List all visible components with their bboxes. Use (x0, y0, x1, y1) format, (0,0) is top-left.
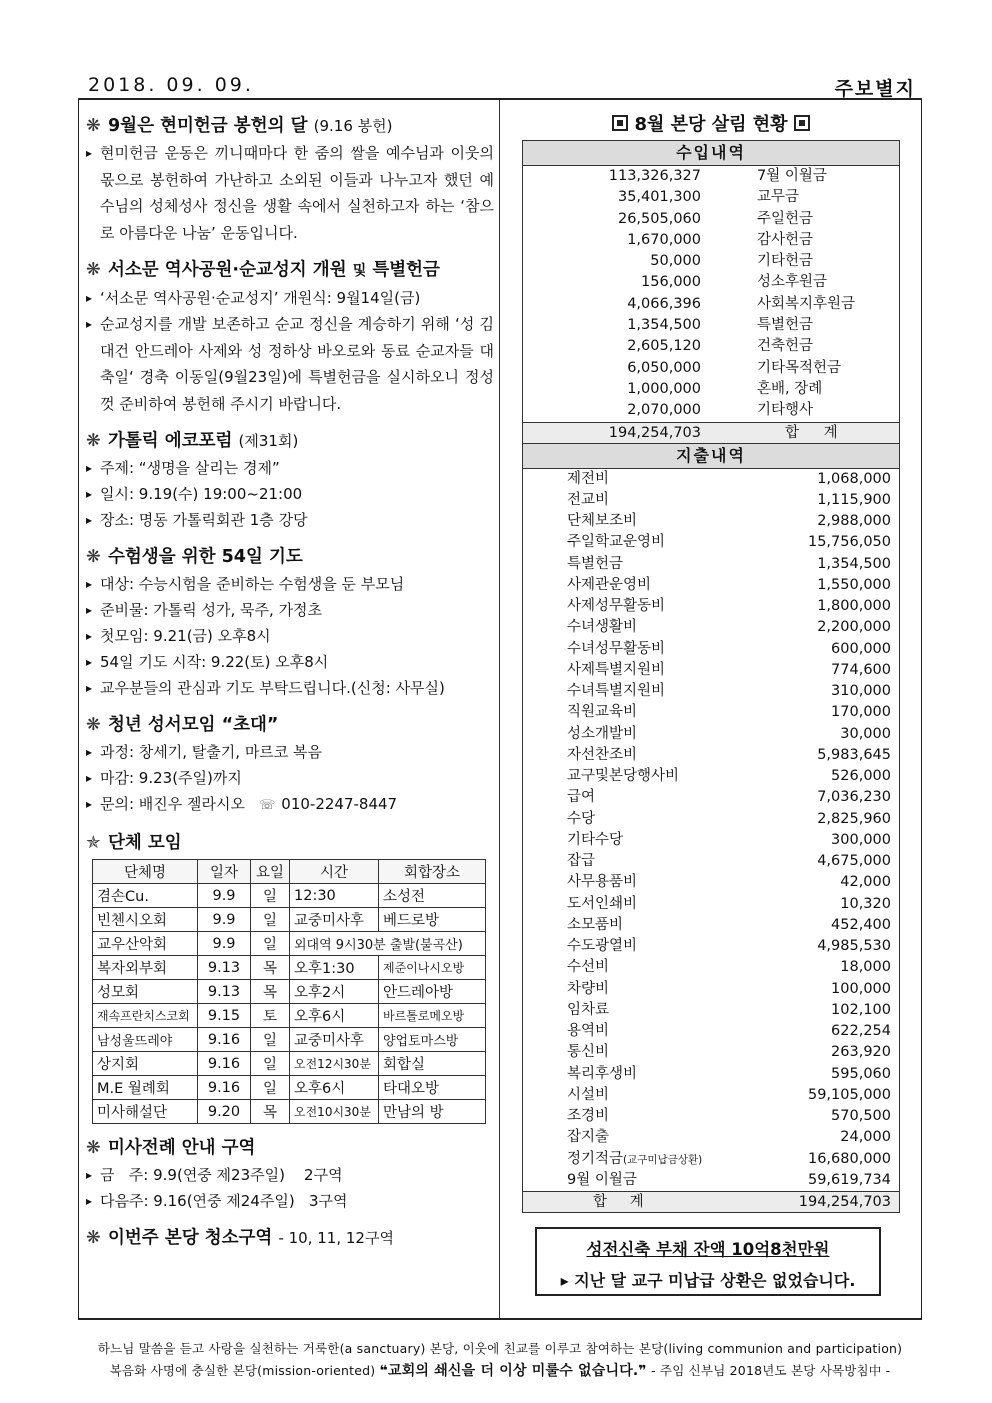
star-icon: ❋ (86, 116, 101, 136)
expense-item: 사제특별지원비 (567, 661, 666, 678)
bulletin-date: 2018. 09. 09. (88, 74, 254, 96)
income-row (523, 209, 899, 230)
expense-row (523, 915, 899, 936)
expense-amount: 1,068,000 (817, 470, 891, 487)
expense-row (523, 1149, 899, 1170)
eco-place: ▸ 장소: 명동 가톨릭회관 1층 강당 (86, 507, 494, 533)
expense-row (523, 1000, 899, 1021)
expense-item: 사무용품비 (567, 874, 638, 891)
expense-item: 소모품비 (567, 916, 624, 933)
expense-item: 성소개발비 (567, 725, 638, 742)
groups-title (86, 829, 494, 857)
group-day: 목 (251, 956, 290, 980)
star-icon: ❋ (86, 715, 101, 735)
bulletin-label: 주보별지 (834, 78, 916, 100)
debt-repayment-note: ▸ 지난 달 교구 미납급 상환은 없었습니다. (560, 1271, 856, 1290)
exam-prayer-title (86, 543, 494, 571)
income-total-label: 합 계 (785, 424, 838, 441)
eco-forum-section (86, 427, 494, 533)
group-place: 안드레아방 (379, 980, 486, 1004)
expense-item: 용역비 (567, 1023, 610, 1040)
group-time: 오전12시30분 (290, 1052, 379, 1076)
group-place: 제준이나시오방 (379, 956, 486, 980)
expense-row (523, 1064, 899, 1085)
expense-amount: 18,000 (840, 959, 891, 976)
expense-item: 시설비 (567, 1086, 610, 1103)
expense-amount: 774,600 (831, 661, 891, 678)
seosomun-title-c: 특별헌금 (372, 260, 440, 280)
exam-prayer-section (86, 543, 494, 701)
table-row (93, 980, 486, 1004)
eco-forum-title (86, 427, 494, 455)
expense-item: 특별헌금 (567, 555, 624, 572)
group-date: 9.20 (198, 1100, 251, 1124)
seosomun-section (86, 256, 494, 417)
youth-bible-title (86, 711, 494, 739)
altar-title-text: 미사전례 안내 구역 (108, 1138, 256, 1158)
expense-item: 급여 (567, 789, 596, 806)
rice-offering-title (86, 112, 494, 140)
table-row (93, 932, 486, 956)
expense-row (523, 766, 899, 787)
exam-start: ▸ 54일 기도 시작: 9.22(토) 오후8시 (86, 649, 494, 675)
income-item: 기타헌금 (757, 253, 814, 270)
income-amount: 2,605,120 (627, 338, 701, 355)
expense-row (523, 617, 899, 638)
group-day: 일 (251, 1076, 290, 1100)
expense-item: 잡급 (567, 853, 596, 870)
expense-row (523, 532, 899, 553)
expense-row (523, 1042, 899, 1063)
group-place: 만남의 방 (379, 1100, 486, 1124)
expense-item: 교구및본당행사비 (567, 768, 680, 785)
youth-course: ▸ 과정: 창세기, 탈출기, 마르코 복음 (86, 739, 494, 765)
box-icon (612, 115, 628, 131)
group-date: 9.16 (198, 1076, 251, 1100)
group-date: 9.9 (198, 908, 251, 932)
table-row (93, 956, 486, 980)
group-place: 소성전 (379, 884, 486, 908)
finance-title (522, 112, 900, 140)
group-name: 남성울뜨레야 (93, 1028, 198, 1052)
groups-table (92, 859, 486, 1124)
expense-row (523, 639, 899, 660)
income-amount: 50,000 (650, 253, 701, 270)
expense-amount: 570,500 (831, 1108, 891, 1125)
expense-amount: 1,354,500 (817, 555, 891, 572)
income-row (523, 294, 899, 315)
income-list (522, 166, 900, 422)
group-time: 교중미사후 (290, 1028, 379, 1052)
income-total-amount: 194,254,703 (608, 424, 701, 441)
income-amount: 1,670,000 (627, 231, 701, 248)
group-date: 9.16 (198, 1028, 251, 1052)
exam-target: ▸ 대상: 수능시험을 준비하는 수험생을 둔 부모님 (86, 571, 494, 597)
table-row (93, 1076, 486, 1100)
expense-item: 단체보조비 (567, 513, 638, 530)
expense-row (523, 702, 899, 723)
expense-amount: 600,000 (831, 640, 891, 657)
expense-item-wrap (567, 1149, 702, 1171)
column-divider (499, 100, 500, 1318)
seosomun-title-and: 및 (352, 263, 367, 279)
expense-amount: 5,983,645 (817, 746, 891, 763)
expense-row (523, 681, 899, 702)
table-row (93, 1100, 486, 1124)
debt-repayment-text: 지난 달 교구 미납급 상환은 없었습니다. (574, 1271, 856, 1290)
altar-service-section (86, 1134, 494, 1214)
group-name: 교우산악회 (93, 932, 198, 956)
income-item: 교무금 (757, 189, 800, 206)
group-time: 교중미사후 (290, 908, 379, 932)
expense-row (523, 787, 899, 808)
expense-row (523, 554, 899, 575)
expense-item: 수녀생활비 (567, 619, 638, 636)
group-place: 베드로방 (379, 908, 486, 932)
group-date: 9.15 (198, 1004, 251, 1028)
expense-item: 복리후생비 (567, 1065, 638, 1082)
footer-mission: 복음화 사명에 충실한 본당(mission-oriented) (109, 1363, 376, 1378)
group-place: 양업토마스방 (379, 1028, 486, 1052)
expense-item: 통신비 (567, 1044, 610, 1061)
group-time-place: 외대역 9시30분 출발(불곡산) (290, 932, 486, 956)
expense-amount: 263,920 (831, 1044, 891, 1061)
expense-amount: 2,825,960 (817, 810, 891, 827)
group-name: 성모회 (93, 980, 198, 1004)
col-time: 시간 (290, 860, 379, 884)
income-item: 성소후원금 (757, 274, 828, 291)
expense-row (523, 830, 899, 851)
footer-line2 (78, 1360, 922, 1382)
phone-icon: ☏ (259, 798, 276, 813)
groups-title-text: 단체 모임 (108, 833, 182, 853)
group-name: 빈첸시오회 (93, 908, 198, 932)
youth-contact-label: 문의: 배진우 젤라시오 (100, 795, 246, 813)
expense-total-row (522, 1191, 900, 1213)
expense-row (523, 596, 899, 617)
income-row (523, 379, 899, 400)
expense-amount: 2,988,000 (817, 513, 891, 530)
expense-item: 정기적금 (567, 1150, 624, 1167)
expense-amount: 526,000 (831, 768, 891, 785)
exam-title-text: 수험생을 위한 54일 기도 (108, 547, 303, 567)
expense-item: 수녀특별지원비 (567, 683, 666, 700)
income-row (523, 230, 899, 251)
expense-amount: 24,000 (840, 1129, 891, 1146)
income-amount: 4,066,396 (627, 295, 701, 312)
group-place: 회합실 (379, 1052, 486, 1076)
footer-attribution: - 주임 신부님 2018년도 본당 사목방침中 - (651, 1363, 891, 1378)
expense-amount: 4,985,530 (817, 938, 891, 955)
expense-row (523, 660, 899, 681)
youth-deadline: ▸ 마감: 9.23(주일)까지 (86, 765, 494, 791)
expense-amount: 1,800,000 (817, 598, 891, 615)
income-row (523, 336, 899, 357)
group-date: 9.9 (198, 932, 251, 956)
expense-row (523, 724, 899, 745)
youth-bible-section (86, 711, 494, 819)
star-icon: ❋ (86, 1228, 101, 1248)
income-item: 7월 이월금 (757, 168, 827, 184)
footer (78, 1338, 922, 1382)
expense-item: 사제성무활동비 (567, 598, 666, 615)
expense-item: 수녀성무활동비 (567, 640, 666, 657)
group-day: 목 (251, 980, 290, 1004)
rice-title-sub: (9.16 봉헌) (313, 117, 393, 135)
income-row (523, 187, 899, 208)
expense-amount: 1,115,900 (817, 491, 891, 508)
income-item: 사회복지후원금 (757, 295, 856, 312)
group-date: 9.9 (198, 884, 251, 908)
expense-item: 차량비 (567, 980, 610, 997)
income-item: 기타목적헌금 (757, 359, 842, 376)
expense-item: 수당 (567, 810, 596, 827)
expense-row (523, 1106, 899, 1127)
table-row (93, 1052, 486, 1076)
expense-amount: 59,619,734 (807, 1171, 891, 1188)
eco-time: ▸ 일시: 9.19(수) 19:00~21:00 (86, 481, 494, 507)
income-amount: 2,070,000 (627, 402, 701, 419)
expense-amount: 452,400 (831, 916, 891, 933)
group-date: 9.13 (198, 980, 251, 1004)
group-name: 복자외부회 (93, 956, 198, 980)
expense-row (523, 1085, 899, 1106)
expense-item: 제전비 (567, 470, 610, 487)
expense-item: 수도광열비 (567, 938, 638, 955)
group-time: 오전10시30분 (290, 1100, 379, 1124)
income-row (523, 315, 899, 336)
youth-contact-phone: 010-2247-8447 (281, 795, 398, 813)
expense-row (523, 894, 899, 915)
col-date: 일자 (198, 860, 251, 884)
income-item: 혼배, 장례 (757, 380, 823, 397)
exam-first-meeting: ▸ 첫모임: 9.21(금) 오후8시 (86, 623, 494, 649)
income-amount: 6,050,000 (627, 359, 701, 376)
expense-row (523, 809, 899, 830)
expense-row (523, 872, 899, 893)
exam-supplies: ▸ 준비물: 가톨릭 성가, 묵주, 가정초 (86, 597, 494, 623)
expense-header: 지출내역 (522, 444, 900, 469)
expense-list (522, 469, 900, 1192)
finance-title-text: 8월 본당 살림 현황 (634, 114, 788, 135)
income-item: 건축헌금 (757, 338, 814, 355)
altar-service-title (86, 1134, 494, 1162)
expense-row (523, 1127, 899, 1148)
group-day: 목 (251, 1100, 290, 1124)
group-date: 9.13 (198, 956, 251, 980)
income-header: 수입내역 (522, 140, 900, 166)
groups-section (86, 829, 494, 1124)
income-amount: 35,401,300 (617, 189, 701, 206)
col-group: 단체명 (93, 860, 198, 884)
group-time: 오후2시 (290, 980, 379, 1004)
expense-item: 사제관운영비 (567, 576, 652, 593)
group-day: 일 (251, 1052, 290, 1076)
group-day: 토 (251, 1004, 290, 1028)
frame-right-edge (921, 98, 922, 1320)
star-icon: ❋ (86, 260, 101, 280)
expense-item: 전교비 (567, 491, 610, 508)
income-row (523, 400, 899, 421)
expense-amount: 300,000 (831, 831, 891, 848)
expense-amount: 59,105,000 (807, 1086, 891, 1103)
col-place: 회합장소 (379, 860, 486, 884)
expense-row (523, 511, 899, 532)
group-time: 오후6시 (290, 1076, 379, 1100)
income-item: 감사헌금 (757, 231, 814, 248)
exam-request: ▸ 교우분들의 관심과 기도 부탁드립니다.(신청: 사무실) (86, 675, 494, 701)
expense-amount: 310,000 (831, 683, 891, 700)
expense-item: 조경비 (567, 1108, 610, 1125)
expense-amount: 42,000 (840, 874, 891, 891)
group-place: 바르톨로메오방 (379, 1004, 486, 1028)
group-name: 미사해설단 (93, 1100, 198, 1124)
group-place: 타대오방 (379, 1076, 486, 1100)
finance-column (522, 112, 900, 1213)
expense-row (523, 745, 899, 766)
income-row (523, 358, 899, 379)
income-amount: 26,505,060 (617, 210, 701, 227)
group-name: M.E 월례회 (93, 1076, 198, 1100)
expense-item: 기타수당 (567, 831, 624, 848)
frame-left-edge (78, 98, 79, 1320)
group-day: 일 (251, 884, 290, 908)
altar-next-week: ▸ 다음주: 9.16(연중 제24주일) 3구역 (86, 1188, 494, 1214)
debt-balance: 성전신축 부채 잔액 10억8천만원 (586, 1240, 830, 1259)
expense-item-note: (교구미납금상환) (623, 1153, 703, 1166)
table-row (93, 1028, 486, 1052)
rice-offering-section (86, 112, 494, 246)
group-name: 상지회 (93, 1052, 198, 1076)
expense-amount: 622,254 (831, 1023, 891, 1040)
group-name: 재속프란치스코회 (93, 1004, 198, 1028)
income-row (523, 251, 899, 272)
expense-amount: 30,000 (840, 725, 891, 742)
footer-line1: 하느님 말씀을 듣고 사랑을 실천하는 거룩한(a sanctuary) 본당, 이웃에 친교를 이루고 참여하는 본당(living communion and participation) (97, 1341, 903, 1356)
cleaning-title-text: 이번주 본당 청소구역 (108, 1228, 273, 1248)
expense-item: 잡지출 (567, 1129, 610, 1146)
expense-item: 직원교육비 (567, 704, 638, 721)
box-icon (794, 115, 810, 131)
expense-amount: 7,036,230 (817, 789, 891, 806)
youth-title-text: 청년 성서모임 “초대” (108, 715, 279, 735)
table-row (93, 908, 486, 932)
seosomun-title-a: 서소문 역사공원·순교성지 개원 (108, 260, 347, 280)
star-icon: ❋ (86, 1138, 101, 1158)
expense-row (523, 490, 899, 511)
table-row (93, 884, 486, 908)
seosomun-title (86, 256, 494, 285)
star-icon: ❋ (86, 547, 101, 567)
income-amount: 1,000,000 (627, 380, 701, 397)
rice-offering-body: ▸ 현미헌금 운동은 끼니때마다 한 줌의 쌀을 예수님과 이웃의 몫으로 봉헌하여 가난하고 소외된 이들과 나누고자 했던 예수님의 성체성사 정신을 생활 속에서 실천하고자 하는 ‘참으로 아름다운 나눔’ 운동입니다. (86, 140, 494, 246)
income-row (523, 166, 899, 187)
expense-item: 자선찬조비 (567, 746, 638, 763)
expense-amount: 100,000 (831, 980, 891, 997)
expense-amount: 15,756,050 (807, 534, 891, 551)
cleaning-section (86, 1224, 494, 1252)
income-item: 주일헌금 (757, 210, 814, 227)
expense-amount: 2,200,000 (817, 619, 891, 636)
expense-row (523, 1021, 899, 1042)
expense-amount: 102,100 (831, 1001, 891, 1018)
expense-item: 주일학교운영비 (567, 534, 666, 551)
seosomun-opening: ▸ ‘서소문 역사공원·순교성지’ 개원식: 9월14일(금) (86, 285, 494, 311)
seosomun-offering: ▸ 순교성지를 개발 보존하고 순교 정신을 계승하기 위해 ‘성 김대건 안드레아 사제와 성 정하상 바오로와 동료 순교자들 대축일‘ 경축 이동일(9월23일)에 특별헌금을 실시하오니 정성껏 준비하여 봉헌해 주시기 바랍니다. (86, 311, 494, 417)
group-time: 오후6시 (290, 1004, 379, 1028)
rice-title-text: 9월은 현미헌금 봉헌의 달 (108, 116, 308, 136)
expense-row (523, 936, 899, 957)
group-time: 오후1:30 (290, 956, 379, 980)
expense-amount: 10,320 (840, 895, 891, 912)
expense-item: 9월 이월금 (567, 1171, 637, 1188)
table-row (93, 1004, 486, 1028)
group-day: 일 (251, 1028, 290, 1052)
income-item: 특별헌금 (757, 317, 814, 334)
cleaning-zones: - 10, 11, 12구역 (278, 1229, 394, 1247)
group-day: 일 (251, 908, 290, 932)
footer-motto: ❝교회의 쇄신을 더 이상 미룰수 없습니다.❞ (379, 1363, 647, 1379)
expense-row (523, 979, 899, 1000)
income-amount: 113,326,327 (608, 168, 701, 184)
expense-row (523, 851, 899, 872)
expense-row (523, 1170, 899, 1191)
group-time: 12:30 (290, 884, 379, 908)
star-icon: ❋ (86, 431, 101, 451)
income-item: 기타행사 (757, 402, 814, 419)
group-name: 겸손Cu. (93, 884, 198, 908)
expense-row (523, 957, 899, 978)
expense-amount: 4,675,000 (817, 853, 891, 870)
expense-amount: 170,000 (831, 704, 891, 721)
expense-total-label: 합 계 (593, 1194, 644, 1211)
altar-this-week: ▸ 금 주: 9.9(연중 제23주일) 2구역 (86, 1162, 494, 1188)
col-day: 요일 (251, 860, 290, 884)
expense-total-amount: 194,254,703 (798, 1194, 891, 1211)
cleaning-title (86, 1224, 494, 1252)
sparkle-icon: ✯ (86, 833, 101, 853)
income-total-row (522, 422, 900, 444)
expense-item: 임차료 (567, 1001, 610, 1018)
debt-notice (535, 1227, 881, 1296)
expense-amount: 595,060 (831, 1065, 891, 1082)
eco-topic: ▸ 주제: “생명을 살리는 경제” (86, 455, 494, 481)
expense-row (523, 469, 899, 490)
expense-amount: 16,680,000 (807, 1150, 891, 1167)
income-row (523, 272, 899, 293)
eco-title-sub: (제31회) (238, 432, 299, 450)
youth-contact (86, 791, 494, 819)
eco-title-text: 가톨릭 에코포럼 (108, 431, 233, 451)
left-column (86, 112, 494, 1262)
expense-item: 수선비 (567, 959, 610, 976)
expense-amount: 1,550,000 (817, 576, 891, 593)
expense-row (523, 575, 899, 596)
group-date: 9.16 (198, 1052, 251, 1076)
income-amount: 156,000 (641, 274, 701, 291)
group-day: 일 (251, 932, 290, 956)
income-amount: 1,354,500 (627, 317, 701, 334)
groups-table-header (93, 860, 486, 884)
expense-item: 도서인쇄비 (567, 895, 638, 912)
